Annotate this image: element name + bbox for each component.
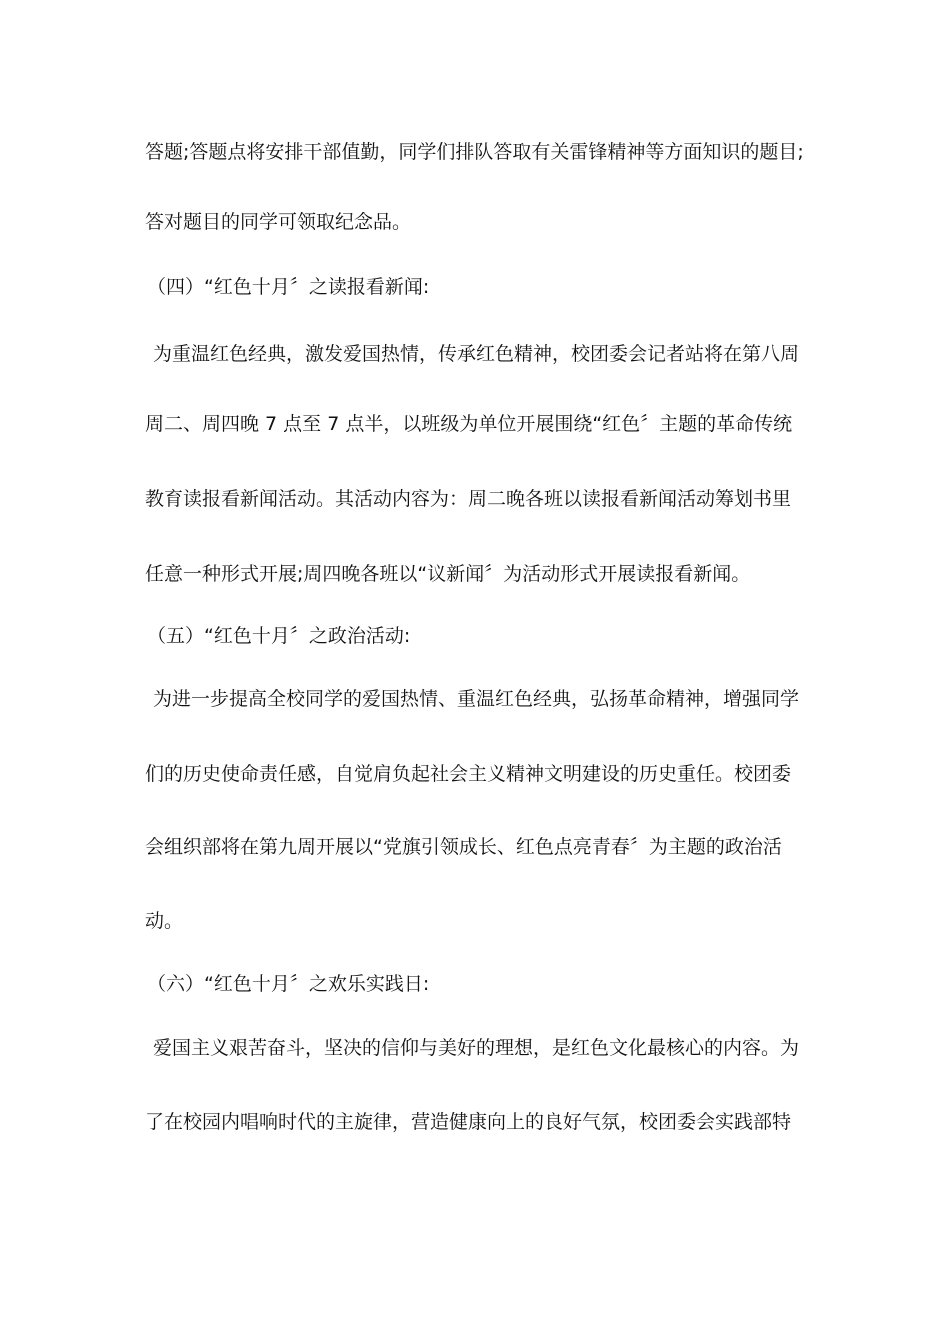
paragraph-line: 爱国主义艰苦奋斗，坚决的信仰与美好的理想，是红色文化最核心的内容。为 (153, 1037, 800, 1059)
paragraph-line: 动。 (145, 910, 184, 932)
paragraph-line: 们的历史使命责任感，自觉肩负起社会主义精神文明建设的历史重任。校团委 (145, 763, 792, 785)
paragraph-line: 任意一种形式开展;周四晚各班以“议新闻〞为活动形式开展读报看新闻。 (145, 563, 751, 585)
paragraph-line: 答题;答题点将安排干部值勤，同学们排队答取有关雷锋精神等方面知识的题目; (145, 141, 804, 163)
paragraph-line: 为进一步提高全校同学的爱国热情、重温红色经典，弘扬革命精神，增强同学 (153, 688, 800, 710)
paragraph-line: 教育读报看新闻活动。其活动内容为：周二晚各班以读报看新闻活动筹划书里 (145, 488, 792, 510)
section-heading-5: （五）“红色十月〞之政治活动: (147, 625, 411, 647)
paragraph-line: 周二、周四晚 7 点至 7 点半，以班级为单位开展围绕“红色〞主题的革命传统 (145, 413, 793, 435)
section-heading-4: （四）“红色十月〞之读报看新闻: (147, 276, 430, 298)
paragraph-line: 了在校园内唱响时代的主旋律，营造健康向上的良好气氛，校团委会实践部特 (145, 1111, 792, 1133)
paragraph-line: 会组织部将在第九周开展以“党旗引领成长、红色点亮青春〞为主题的政治活 (145, 836, 782, 858)
section-heading-6: （六）“红色十月〞之欢乐实践日: (147, 973, 430, 995)
paragraph-line: 为重温红色经典，激发爱国热情，传承红色精神，校团委会记者站将在第八周 (153, 343, 800, 365)
paragraph-line: 答对题目的同学可领取纪念品。 (145, 211, 412, 233)
